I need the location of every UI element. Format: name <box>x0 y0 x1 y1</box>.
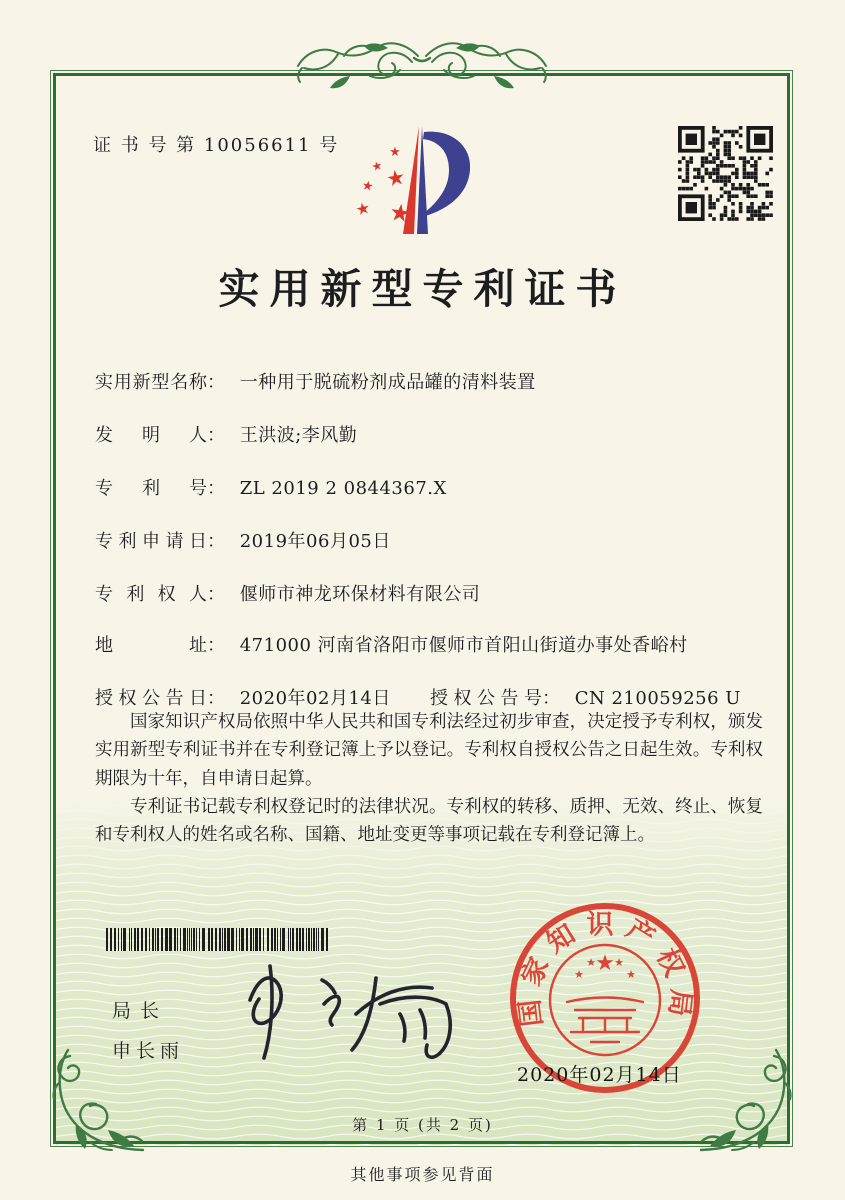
svg-text:★: ★ <box>360 178 375 195</box>
seal-text: 国家知识产权局 <box>513 909 697 1029</box>
field-colon: ： <box>207 635 225 656</box>
paragraph-grant-statement: 国家知识产权局依照中华人民共和国专利法经过初步审查，决定授予专利权，颁发实用新型专利证书并在专利登记簿上予以登记。专利权自授权公告之日起生效。专利权期限为十年，自申请日起算。 <box>95 712 763 789</box>
field-value: 王洪波;李风勤 <box>239 425 358 446</box>
corner-flourish-right <box>698 1046 798 1156</box>
svg-text:★: ★ <box>353 197 372 220</box>
field-pair-grant-number <box>430 684 741 710</box>
field-value: 2019年06月05日 <box>239 531 391 552</box>
officer-title: 局长 <box>112 1000 169 1022</box>
field-label: 专利申请日 <box>95 531 207 552</box>
svg-text:★: ★ <box>370 158 384 175</box>
field-value: 一种用于脱硫粉剂成品罐的清料装置 <box>239 372 536 393</box>
field-colon: ： <box>207 425 225 446</box>
field-label: 授权公告日 <box>95 688 207 709</box>
svg-text:★: ★ <box>389 145 401 160</box>
field-value: 471000 河南省洛阳市偃师市首阳山街道办事处香峪村 <box>239 635 688 656</box>
svg-text:★: ★ <box>626 968 636 981</box>
field-row-patent-number <box>95 474 447 500</box>
field-value: 2020年02月14日 <box>239 688 391 709</box>
field-colon: ： <box>207 372 225 393</box>
svg-text:★: ★ <box>586 956 596 969</box>
field-label: 发明人 <box>95 425 207 446</box>
svg-text:★: ★ <box>614 956 624 969</box>
commissioner-signature <box>228 952 468 1064</box>
svg-text:★: ★ <box>384 164 408 192</box>
field-row-filing-date <box>95 527 391 553</box>
certificate-number: 证 书 号 第 10056611 号 <box>93 135 340 156</box>
seal-date: 2020年02月14日 <box>517 1064 682 1086</box>
field-label: 地址 <box>95 635 207 656</box>
field-label: 实用新型名称 <box>95 372 207 393</box>
patent-office-logo <box>348 122 493 240</box>
field-row-patentee <box>95 580 480 606</box>
field-colon: ： <box>207 584 225 605</box>
field-label: 授权公告号 <box>430 688 542 709</box>
field-label: 专利号 <box>95 478 207 499</box>
field-row-inventor <box>95 421 357 447</box>
field-row-utility-model-name <box>95 368 536 394</box>
paragraph-register-statement: 专利证书记载专利权登记时的法律状况。专利权的转移、质押、无效、终止、恢复和专利权人的姓名或名称、国籍、地址变更等事项记载在专利登记簿上。 <box>95 797 763 846</box>
certificate-title: 实用新型专利证书 <box>218 265 627 313</box>
field-row-address <box>95 631 688 657</box>
svg-text:★: ★ <box>595 951 615 976</box>
emblem-tiananmen <box>567 998 643 1043</box>
top-ornament <box>292 36 552 98</box>
page-indicator: 第 1 页 (共 2 页) <box>352 1116 493 1134</box>
svg-text:★: ★ <box>387 197 413 229</box>
field-value: CN 210059256 U <box>574 688 741 709</box>
field-colon: ： <box>207 478 225 499</box>
logo-stars <box>354 145 413 228</box>
svg-text:★: ★ <box>574 968 584 981</box>
field-label: 专利权人 <box>95 584 207 605</box>
field-colon: ： <box>542 688 560 709</box>
back-note: 其他事项参见背面 <box>350 1165 495 1184</box>
emblem-stars <box>574 951 636 981</box>
field-colon: ： <box>207 531 225 552</box>
barcode <box>106 928 330 951</box>
field-row-grant <box>95 684 741 710</box>
qr-code <box>678 126 773 221</box>
officer-name: 申长雨 <box>112 1040 185 1062</box>
field-value: ZL 2019 2 0844367.X <box>239 478 447 499</box>
legal-text-block <box>95 708 763 850</box>
field-colon: ： <box>207 688 225 709</box>
field-value: 偃师市神龙环保材料有限公司 <box>239 584 481 605</box>
